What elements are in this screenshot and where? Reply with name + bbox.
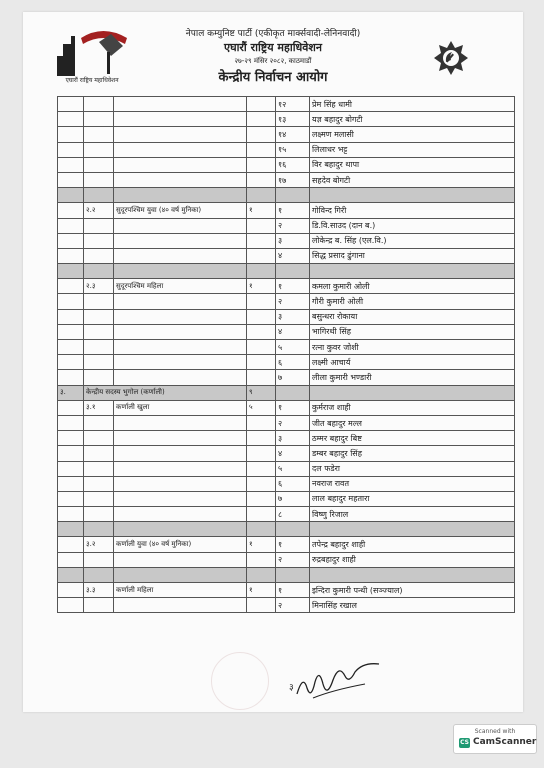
cell-c4 (247, 355, 276, 370)
table-row (58, 461, 515, 476)
candidate-table-body (58, 97, 515, 613)
table-row (58, 583, 515, 598)
cell-c2 (84, 431, 114, 446)
table-row (58, 279, 515, 294)
table-row (58, 294, 515, 309)
cell-c3 (114, 552, 247, 567)
cell-c3 (114, 355, 247, 370)
cell-c2 (84, 355, 114, 370)
cell-c6 (310, 385, 515, 400)
cell-c2 (84, 157, 114, 172)
cell-c1 (58, 415, 84, 430)
cell-c6: विर बहादुर थापा (310, 157, 515, 172)
table-row (58, 507, 515, 522)
cell-c5: २ (276, 218, 310, 233)
cell-c5: १ (276, 400, 310, 415)
cell-c3 (114, 370, 247, 385)
table-row (58, 248, 515, 263)
section-separator-row (58, 264, 515, 279)
cell-c1 (58, 552, 84, 567)
cell-c3 (114, 112, 247, 127)
table-row (58, 446, 515, 461)
cell-c5 (276, 264, 310, 279)
cell-c1 (58, 370, 84, 385)
cell-c2 (84, 324, 114, 339)
cell-c1 (58, 324, 84, 339)
section-separator-row (58, 385, 515, 400)
table-row (58, 370, 515, 385)
cell-c5: २ (276, 552, 310, 567)
cell-c4 (247, 461, 276, 476)
cell-c6: यज्ञ बहादुर बोगटी (310, 112, 515, 127)
cell-c2 (84, 522, 114, 537)
cell-c1 (58, 446, 84, 461)
cell-c5: २ (276, 598, 310, 613)
cell-c2 (84, 127, 114, 142)
cell-c6: दल फडेरा (310, 461, 515, 476)
date-venue: २७-२९ मंसिर २०८२, काठमाडौं (234, 57, 312, 65)
cell-c1 (58, 248, 84, 263)
logo-caption: एघारौं राष्ट्रिय महाधिवेशन (65, 77, 119, 84)
cell-c4 (247, 370, 276, 385)
cell-c2 (84, 507, 114, 522)
cell-c5 (276, 385, 310, 400)
cell-c5: ३ (276, 431, 310, 446)
table-row (58, 400, 515, 415)
camscanner-watermark (453, 724, 537, 754)
cell-c6 (310, 188, 515, 203)
cell-c3: कर्णाली खुला (114, 400, 247, 415)
table-row (58, 598, 515, 613)
cell-c2 (84, 370, 114, 385)
cell-c4 (247, 172, 276, 187)
cell-c2 (84, 218, 114, 233)
cell-c6: प्रेम सिंह धामी (310, 97, 515, 112)
cell-c5 (276, 188, 310, 203)
cell-c6: रत्ना कुवर जोशी (310, 340, 515, 355)
faint-seal-stamp (211, 652, 269, 710)
candidate-table (57, 96, 515, 613)
cell-c3 (114, 248, 247, 263)
section-separator-row (58, 567, 515, 582)
cell-c3 (114, 446, 247, 461)
cell-c4 (247, 127, 276, 142)
cell-c5: १ (276, 279, 310, 294)
table-row (58, 112, 515, 127)
cell-c3 (114, 522, 247, 537)
cell-c6: लिलाधर भट्ट (310, 142, 515, 157)
cell-c2: ३.२ (84, 537, 114, 552)
cell-c4 (247, 491, 276, 506)
cell-c3 (114, 188, 247, 203)
cell-c4: ५ (247, 400, 276, 415)
cell-c6: बसुन्धरा रोकाया (310, 309, 515, 324)
cell-c5: ८ (276, 507, 310, 522)
cell-c5 (276, 522, 310, 537)
cell-c6: जीत बहादुर मल्ल (310, 415, 515, 430)
cell-c4 (247, 233, 276, 248)
cell-c4 (247, 188, 276, 203)
cell-c6: रुद्रबहादुर शाही (310, 552, 515, 567)
cell-c2 (84, 264, 114, 279)
cell-c4 (247, 507, 276, 522)
cell-c1 (58, 97, 84, 112)
cell-c1 (58, 294, 84, 309)
cell-c4: १ (247, 279, 276, 294)
cell-c2 (84, 552, 114, 567)
cell-c2 (84, 598, 114, 613)
cell-c2: ३.१ (84, 400, 114, 415)
cell-c1 (58, 218, 84, 233)
cell-c1 (58, 309, 84, 324)
cell-c3 (114, 324, 247, 339)
cell-c4 (247, 294, 276, 309)
table-row (58, 491, 515, 506)
cell-c5: २ (276, 294, 310, 309)
cell-c6 (310, 264, 515, 279)
cell-c2 (84, 476, 114, 491)
cell-c4 (247, 324, 276, 339)
cell-c1 (58, 233, 84, 248)
cell-c2 (84, 415, 114, 430)
cell-c6: लोकेन्द्र ब. सिंह (एल.वि.) (310, 233, 515, 248)
cell-c4 (247, 97, 276, 112)
cell-c1 (58, 112, 84, 127)
cell-c2 (84, 97, 114, 112)
cell-c2 (84, 309, 114, 324)
cell-c6: सहदेव बोगटी (310, 172, 515, 187)
cell-c3 (114, 233, 247, 248)
cell-c6: तपेन्द्र बहादुर शाही (310, 537, 515, 552)
cell-c3 (114, 97, 247, 112)
cell-c3 (114, 142, 247, 157)
cell-c5 (276, 567, 310, 582)
hammer-sickle-emblem (433, 40, 469, 76)
cell-c6: मिनासिंह रखाल (310, 598, 515, 613)
table-row (58, 127, 515, 142)
table-row (58, 415, 515, 430)
cell-c2 (84, 340, 114, 355)
cell-c6: लक्ष्मण मलासी (310, 127, 515, 142)
cell-c5: ४ (276, 324, 310, 339)
table-row (58, 218, 515, 233)
cell-c3 (114, 461, 247, 476)
cell-c2 (84, 172, 114, 187)
cell-c1 (58, 188, 84, 203)
cell-c2 (84, 142, 114, 157)
cell-c6: गोविन्द गिरी (310, 203, 515, 218)
cell-c6: लाल बहादुर महतारा (310, 491, 515, 506)
cell-c3 (114, 218, 247, 233)
cell-c3 (114, 172, 247, 187)
cell-c4 (247, 476, 276, 491)
table-row (58, 552, 515, 567)
cell-c2 (84, 112, 114, 127)
cell-c1 (58, 172, 84, 187)
cell-c1 (58, 598, 84, 613)
section-separator-row (58, 522, 515, 537)
cell-c3 (114, 157, 247, 172)
cell-c6 (310, 567, 515, 582)
document-page (23, 12, 523, 712)
cell-c6: लीला कुमारी भण्डारी (310, 370, 515, 385)
cell-c1 (58, 491, 84, 506)
cell-c6: ठम्मर बहादुर बिष्ट (310, 431, 515, 446)
cell-c2 (84, 567, 114, 582)
cell-c5: १४ (276, 127, 310, 142)
cell-c4 (247, 431, 276, 446)
cell-c5: १ (276, 537, 310, 552)
cell-c4 (247, 598, 276, 613)
cell-c5: ६ (276, 476, 310, 491)
cell-c1: ३. (58, 385, 84, 400)
cell-c6: गौरी कुमारी ओली (310, 294, 515, 309)
cell-c6: इन्दिरा कुमारी पन्थी (सञ्ज्याल) (310, 583, 515, 598)
cell-c2 (84, 446, 114, 461)
cell-c1 (58, 157, 84, 172)
cell-c3 (114, 598, 247, 613)
cell-c1 (58, 476, 84, 491)
cell-c6: कमला कुमारी ओली (310, 279, 515, 294)
cell-c4 (247, 415, 276, 430)
cell-c5: ३ (276, 233, 310, 248)
cell-c1 (58, 567, 84, 582)
cell-c3 (114, 309, 247, 324)
cell-c1 (58, 431, 84, 446)
table-row (58, 431, 515, 446)
cell-c6: डम्बर बहादुर सिंह (310, 446, 515, 461)
cell-c1 (58, 264, 84, 279)
cell-c1 (58, 142, 84, 157)
cell-c5: १ (276, 583, 310, 598)
cell-c6: भागिरथी सिंह (310, 324, 515, 339)
cell-c5: ६ (276, 355, 310, 370)
cell-c2 (84, 233, 114, 248)
cell-c5: १७ (276, 172, 310, 187)
cell-c5: १५ (276, 142, 310, 157)
table-row (58, 172, 515, 187)
cell-c3 (114, 431, 247, 446)
cell-c3 (114, 567, 247, 582)
cell-c1 (58, 203, 84, 218)
cell-c2 (84, 188, 114, 203)
cell-c1 (58, 340, 84, 355)
cell-c6 (310, 522, 515, 537)
table-row (58, 537, 515, 552)
cell-c3 (114, 507, 247, 522)
cell-c5: १ (276, 203, 310, 218)
cell-c5: ५ (276, 340, 310, 355)
cell-c3 (114, 264, 247, 279)
cell-c4 (247, 309, 276, 324)
cell-c3: सुदूरपश्चिम महिला (114, 279, 247, 294)
cell-c4: १ (247, 537, 276, 552)
cell-c5: ५ (276, 461, 310, 476)
cell-c2: केन्द्रीय सदस्य भुगोल (कर्णाली) (84, 385, 247, 400)
cell-c6: सिद्ध प्रसाद ढुंगाना (310, 248, 515, 263)
cell-c6: विष्णु रिजाल (310, 507, 515, 522)
cell-c1 (58, 507, 84, 522)
cell-c3: कर्णाली युवा (४० वर्ष मुनिका) (114, 537, 247, 552)
cell-c4: १ (247, 583, 276, 598)
cell-c5: २ (276, 415, 310, 430)
camscanner-icon: CS (460, 739, 469, 746)
cell-c4 (247, 522, 276, 537)
cell-c3 (114, 415, 247, 430)
cell-c5: ४ (276, 446, 310, 461)
cell-c3 (114, 294, 247, 309)
party-name: नेपाल कम्युनिष्ट पार्टी (एकीकृत मार्क्सवादी-लेनिनवादी) (185, 29, 361, 39)
cell-c3 (114, 127, 247, 142)
cell-c4 (247, 567, 276, 582)
table-row (58, 324, 515, 339)
cell-c5: १२ (276, 97, 310, 112)
cell-c5: १६ (276, 157, 310, 172)
cell-c4 (247, 340, 276, 355)
convention-title: एघारौं राष्ट्रिय महाधिवेशन (223, 41, 323, 54)
cell-c2 (84, 294, 114, 309)
table-row (58, 157, 515, 172)
cell-c4 (247, 446, 276, 461)
cell-c1 (58, 537, 84, 552)
cell-c4 (247, 157, 276, 172)
section-separator-row (58, 188, 515, 203)
cell-c1 (58, 461, 84, 476)
cell-c4: १ (247, 203, 276, 218)
table-row (58, 203, 515, 218)
cell-c1 (58, 127, 84, 142)
cell-c4 (247, 142, 276, 157)
page-number: ३ (289, 683, 294, 693)
scanned-with-label: Scanned with (474, 728, 516, 735)
cell-c6: डि.वि.साउद (दान ब.) (310, 218, 515, 233)
table-row (58, 355, 515, 370)
cell-c2 (84, 461, 114, 476)
cell-c4 (247, 112, 276, 127)
cell-c4 (247, 218, 276, 233)
cell-c6: कुर्मराज शाही (310, 400, 515, 415)
cell-c6: नवराज रावत (310, 476, 515, 491)
cell-c5: ४ (276, 248, 310, 263)
cell-c2 (84, 491, 114, 506)
cell-c5: ३ (276, 309, 310, 324)
cell-c1 (58, 400, 84, 415)
cell-c2: २.२ (84, 203, 114, 218)
cell-c5: ७ (276, 491, 310, 506)
table-row (58, 476, 515, 491)
cell-c3 (114, 340, 247, 355)
cell-c4 (247, 552, 276, 567)
commission-title: केन्द्रीय निर्वाचन आयोग (218, 70, 328, 85)
cell-c5: १३ (276, 112, 310, 127)
cell-c4: ९ (247, 385, 276, 400)
cell-c4 (247, 264, 276, 279)
cell-c6: लक्ष्मी आचार्य (310, 355, 515, 370)
table-row (58, 233, 515, 248)
cell-c3 (114, 476, 247, 491)
camscanner-brand: CamScanner (473, 737, 537, 747)
cell-c1 (58, 355, 84, 370)
table-row (58, 97, 515, 112)
table-row (58, 142, 515, 157)
cell-c3 (114, 491, 247, 506)
cell-c5: ७ (276, 370, 310, 385)
handwritten-signature (293, 654, 383, 704)
cell-c2: ३.३ (84, 583, 114, 598)
cell-c4 (247, 248, 276, 263)
cell-c3: सुदूरपश्चिम युवा (४० वर्ष मुनिका) (114, 203, 247, 218)
cell-c2: २.३ (84, 279, 114, 294)
cell-c1 (58, 522, 84, 537)
table-row (58, 340, 515, 355)
cell-c1 (58, 583, 84, 598)
cell-c1 (58, 279, 84, 294)
table-row (58, 309, 515, 324)
cell-c3: कर्णाली महिला (114, 583, 247, 598)
cell-c2 (84, 248, 114, 263)
